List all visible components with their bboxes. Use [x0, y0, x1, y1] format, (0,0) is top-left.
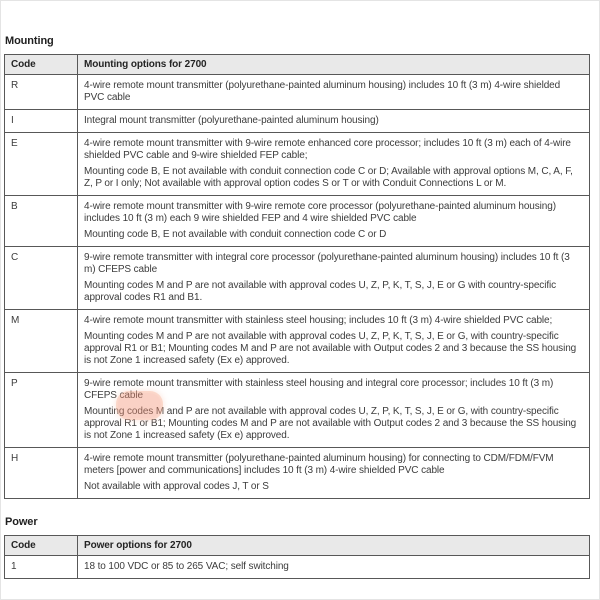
power-table: [4, 535, 590, 579]
row-description: [78, 75, 590, 110]
row-code: I: [5, 110, 78, 133]
description-paragraph: 9-wire remote transmitter with integral core processor (polyurethane-painted aluminum housing) includes 10 ft (3 m) CFEPS cable: [84, 252, 570, 275]
row-code: B: [5, 196, 78, 247]
mounting-table: [4, 54, 590, 499]
table-row: [5, 247, 590, 310]
description-paragraph: 4-wire remote mount transmitter (polyurethane-painted aluminum housing) for connecting to CDM/FDM/FVM meters [power and communications] includes 10 ft (3 m) 4-wire shielded PVC cable: [84, 453, 554, 476]
row-description: [78, 247, 590, 310]
row-description: [78, 448, 590, 499]
table-row: [5, 196, 590, 247]
row-code: E: [5, 133, 78, 196]
column-header-code: Code: [5, 55, 78, 75]
header-row: [5, 55, 590, 75]
row-description: [78, 196, 590, 247]
mounting-table-header: [5, 55, 590, 75]
row-description: [78, 556, 590, 579]
column-header-code: Code: [5, 536, 78, 556]
row-description: [78, 373, 590, 448]
description-paragraph: 9-wire remote mount transmitter with stainless steel housing and integral core processor; includes 10 ft (3 m) CFEPS cable: [84, 378, 554, 401]
section-mounting: [4, 35, 592, 499]
description-paragraph: Mounting codes M and P are not available with approval codes U, Z, P, K, T, S, J, E or G, with country-specific approval R1 or B1; Mounting codes M and P are not available with Output codes 2 and 3 because the SS housing is not Zone 1 increased safety (Ex e) approved.: [84, 406, 577, 441]
description-paragraph: Mounting code B, E not available with conduit connection code C or D: [84, 229, 387, 240]
row-code: R: [5, 75, 78, 110]
description-paragraph: Mounting codes M and P are not available with approval codes U, Z, P, K, T, S, J, E or G with country-specific approval codes R1 and B1.: [84, 280, 557, 303]
power-table-body: [5, 556, 590, 579]
row-description: [78, 110, 590, 133]
row-code: 1: [5, 556, 78, 579]
row-description: [78, 310, 590, 373]
row-code: H: [5, 448, 78, 499]
power-table-header: [5, 536, 590, 556]
row-code: M: [5, 310, 78, 373]
table-row: [5, 373, 590, 448]
description-paragraph: Integral mount transmitter (polyurethane-painted aluminum housing): [84, 115, 379, 126]
row-code: C: [5, 247, 78, 310]
description-paragraph: Mounting code B, E not available with conduit connection code C or D; Available with approval options M, C, A, F, Z, P or I only; Not available with approval option codes S or T or with Conduit Connections L or M.: [84, 166, 573, 189]
mounting-table-body: [5, 75, 590, 499]
table-row: [5, 448, 590, 499]
description-paragraph: Not available with approval codes J, T or S: [84, 481, 269, 492]
power-heading: Power: [5, 516, 38, 528]
section-power: [4, 516, 592, 579]
table-row: [5, 133, 590, 196]
table-row: [5, 110, 590, 133]
row-description: [78, 133, 590, 196]
column-header-power-options: Power options for 2700: [78, 536, 590, 556]
description-paragraph: 4-wire remote mount transmitter with 9-wire remote core processor (polyurethane-painted aluminum housing) includes 10 ft (3 m) each 9 wire shielded FEP and 4 wire shielded PVC cable: [84, 201, 556, 224]
description-paragraph: 4-wire remote mount transmitter with stainless steel housing; includes 10 ft (3 m) 4-wire shielded PVC cable;: [84, 315, 553, 326]
description-paragraph: 4-wire remote mount transmitter with 9-wire remote enhanced core processor; includes 10 ft (3 m) each of 4-wire shielded PVC cable and 9-wire shielded FEP cable;: [84, 138, 571, 161]
header-row: [5, 536, 590, 556]
description-paragraph: 4-wire remote mount transmitter (polyurethane-painted aluminum housing) includes 10 ft (3 m) 4-wire shielded PVC cable: [84, 80, 561, 103]
mounting-heading: Mounting: [5, 35, 54, 47]
table-row: [5, 75, 590, 110]
table-row: [5, 310, 590, 373]
description-paragraph: 18 to 100 VDC or 85 to 265 VAC; self switching: [84, 561, 289, 572]
table-row: [5, 556, 590, 579]
column-header-mounting-options: Mounting options for 2700: [78, 55, 590, 75]
row-code: P: [5, 373, 78, 448]
description-paragraph: Mounting codes M and P are not available with approval codes U, Z, P, K, T, S, J, E or G, with country-specific approval R1 or B1; Mounting codes M and P are not available with Output codes 2 and 3 because the SS housing is not Zone 1 increased safety (Ex e) approved.: [84, 331, 577, 366]
